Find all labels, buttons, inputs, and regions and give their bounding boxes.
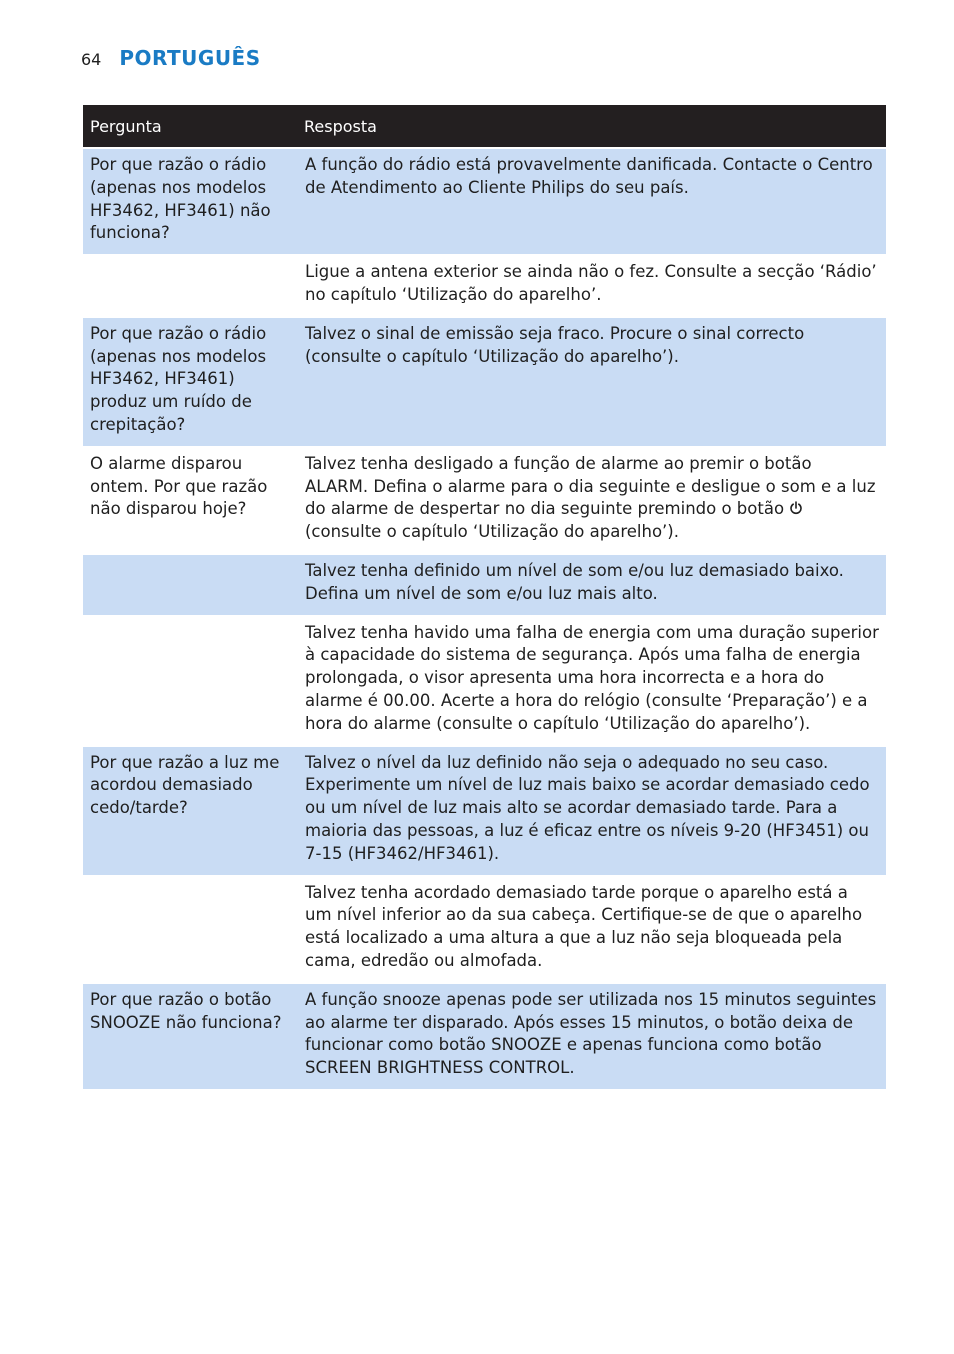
answer-cell: A função do rádio está provavelmente danificada. Contacte o Centro de Atendimento ao Cliente Philips do seu país. <box>297 148 886 255</box>
table-row <box>83 255 886 317</box>
column-header-question: Pergunta <box>83 105 297 148</box>
table-header-row <box>83 105 886 148</box>
power-icon <box>789 499 803 513</box>
table-row <box>83 447 886 554</box>
question-cell <box>83 554 297 616</box>
answer-cell: Talvez tenha definido um nível de som e/ou luz demasiado baixo. Defina um nível de som e/ou luz mais alto. <box>297 554 886 616</box>
question-cell <box>83 616 297 746</box>
answer-cell: Talvez tenha acordado demasiado tarde porque o aparelho está a um nível inferior ao da sua cabeça. Certifique-se de que o aparelho está localizado a uma altura a que a luz não seja bloqueada pela cama, edredão ou almofada. <box>297 876 886 983</box>
column-header-answer: Resposta <box>297 105 886 148</box>
table-row <box>83 983 886 1089</box>
question-cell: Por que razão o rádio (apenas nos modelos HF3462, HF3461) não funciona? <box>83 148 297 255</box>
section-title: PORTUGUÊS <box>119 46 261 70</box>
faq-table <box>83 105 886 1089</box>
answer-text-after-icon: (consulte o capítulo ‘Utilização do aparelho’). <box>305 522 679 542</box>
question-cell <box>83 876 297 983</box>
page-number: 64 <box>81 50 102 69</box>
question-cell: Por que razão o rádio (apenas nos modelos HF3462, HF3461) produz um ruído de crepitação? <box>83 317 297 447</box>
table-row <box>83 746 886 876</box>
answer-cell <box>297 447 886 554</box>
table-row <box>83 317 886 447</box>
question-cell <box>83 255 297 317</box>
answer-cell: Talvez o nível da luz definido não seja o adequado no seu caso. Experimente um nível de luz mais baixo se acordar demasiado cedo ou um nível de luz mais alto se acordar demasiado tarde. Para a maioria das pessoas, a luz é eficaz entre os níveis 9-20 (HF3451) ou 7-15 (HF3462/HF3461). <box>297 746 886 876</box>
table-row <box>83 876 886 983</box>
answer-cell: Talvez tenha havido uma falha de energia com uma duração superior à capacidade do sistema de segurança. Após uma falha de energia prolongada, o visor apresenta uma hora incorrecta e a hora do alarme é 00.00. Acerte a hora do relógio (consulte ‘Preparação’) e a hora do alarme (consulte o capítulo ‘Utilização do aparelho’). <box>297 616 886 746</box>
answer-cell: Talvez o sinal de emissão seja fraco. Procure o sinal correcto (consulte o capítulo ‘Utilização do aparelho’). <box>297 317 886 447</box>
page-header <box>81 46 261 70</box>
table-row <box>83 148 886 255</box>
table-row <box>83 554 886 616</box>
question-cell: Por que razão a luz me acordou demasiado cedo/tarde? <box>83 746 297 876</box>
question-cell: O alarme disparou ontem. Por que razão não disparou hoje? <box>83 447 297 554</box>
answer-text-before-icon: Talvez tenha desligado a função de alarme ao premir o botão ALARM. Defina o alarme para o dia seguinte e desligue o som e a luz do alarme de despertar no dia seguinte premindo o botão <box>305 453 876 519</box>
answer-cell: A função snooze apenas pode ser utilizada nos 15 minutos seguintes ao alarme ter disparado. Após esses 15 minutos, o botão deixa de funcionar como botão SNOOZE e apenas funciona como botão SCREEN BRIGHTNESS CONTROL. <box>297 983 886 1089</box>
question-cell: Por que razão o botão SNOOZE não funciona? <box>83 983 297 1089</box>
table-row <box>83 616 886 746</box>
answer-cell: Ligue a antena exterior se ainda não o fez. Consulte a secção ‘Rádio’ no capítulo ‘Utilização do aparelho’. <box>297 255 886 317</box>
